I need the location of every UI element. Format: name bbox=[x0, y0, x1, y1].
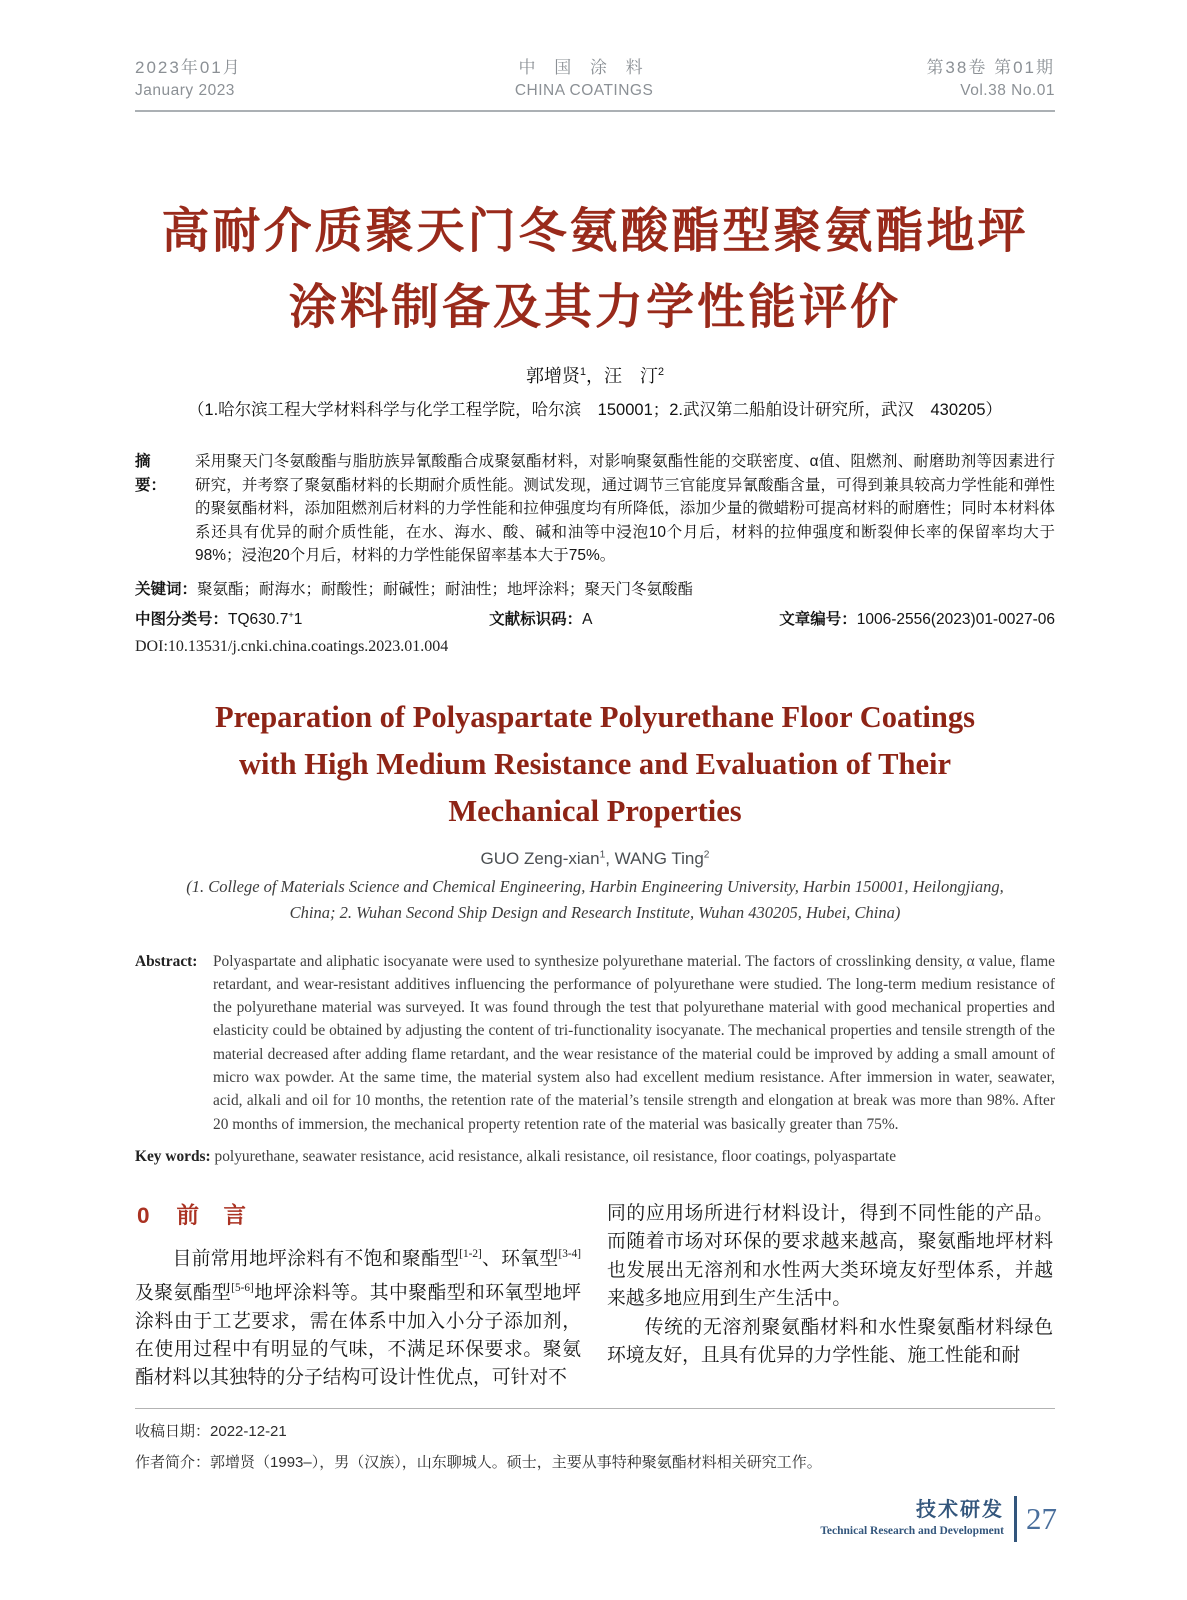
header-issue-cn: 第38卷 第01期 bbox=[926, 58, 1055, 77]
author-cn-1-affil-sup: 1 bbox=[579, 366, 586, 378]
header-date-block bbox=[135, 56, 242, 102]
body-column-left bbox=[135, 1200, 581, 1388]
footer-column-name bbox=[820, 1500, 1004, 1538]
authors-en bbox=[135, 849, 1055, 869]
received-date-line bbox=[135, 1420, 1055, 1441]
article-title-cn-line2: 涂料制备及其力学性能评价 bbox=[288, 281, 901, 334]
article-title-en-line3: Mechanical Properties bbox=[448, 793, 742, 828]
article-title-en-line1: Preparation of Polyaspartate Polyurethane Floor Coatings bbox=[215, 699, 975, 734]
section-number: 0 bbox=[137, 1202, 151, 1228]
abstract-en-text: Polyaspartate and aliphatic isocyanate were used to synthesize polyurethane material. The factors of crosslinking density, α value, flame retardant, and wear-resistant additives influencing the performance of polyurethane were studied. The long-term medium resistance of the polyurethane material was surveyed. It was found through the test that polyurethane material with good mechanical properties and elasticity could be obtained by adjusting the content of tri-functionality isocyanate. The mechanical properties and tensile strength of the material decreased after adding flame retardant, and the wear resistance of the material could be improved by adding a small amount of micro wax powder. At the same time, the material system also had excellent medium resistance. After immersion in water, seawater, acid, alkali and oil for 10 months, the retention rate of the material’s tensile strength and elongation at break was more than 98%. After 20 months of immersion, the mechanical property retention rate of the material was basically greater than 75%. bbox=[213, 952, 1055, 1133]
received-date-value: 2022-12-21 bbox=[210, 1423, 287, 1440]
classification-row bbox=[135, 607, 1055, 629]
section-heading-intro bbox=[137, 1202, 581, 1230]
keywords-en-text: polyurethane, seawater resistance, acid resistance, alkali resistance, oil resistance, floor coatings, polyaspartate bbox=[214, 1147, 897, 1165]
footnote bbox=[135, 1408, 1055, 1482]
body-column-right bbox=[607, 1200, 1053, 1388]
keywords-cn-text: 聚氨酯；耐海水；耐酸性；耐碱性；耐油性；地坪涂料；聚天门冬氨酸酯 bbox=[197, 580, 694, 598]
page-footer bbox=[820, 1496, 1057, 1542]
affiliation-en-line1: (1. College of Materials Science and Chemical Engineering, Harbin Engineering University, Harbin 150001, Heilongjiang, bbox=[186, 876, 1004, 896]
author-en-2: , WANG Ting bbox=[605, 848, 704, 868]
author-en-2-affil-sup: 2 bbox=[703, 848, 710, 860]
intro-paragraph-2: 传统的无溶剂聚氨酯材料和水性聚氨酯材料绿色环境友好，且具有优异的力学性能、施工性能和耐 bbox=[607, 1316, 1053, 1366]
doc-code-label: 文献标识码： bbox=[489, 610, 583, 628]
header-issue-block bbox=[926, 56, 1055, 102]
header-issue-en: Vol.38 No.01 bbox=[960, 82, 1055, 99]
article-id-label: 文章编号： bbox=[779, 610, 857, 628]
footer-column-cn: 技术研发 bbox=[916, 1499, 1004, 1522]
author-cn-1: 郭增贤 bbox=[525, 366, 580, 386]
header-date-cn: 2023年01月 bbox=[135, 58, 242, 77]
author-bio-line bbox=[135, 1451, 1055, 1472]
abstract-cn-text: 采用聚天门冬氨酸酯与脂肪族异氰酸酯合成聚氨酯材料，对影响聚氨酯性能的交联密度、α值、阻燃剂、耐磨助剂等因素进行研究，并考察了聚氨酯材料的长期耐介质性能。测试发现，通过调节三官能度异氰酸酯含量，可得到兼具较高力学性能和弹性的聚氨酯材料，添加阻燃剂后材料的力学性能和拉伸强度均有所降低，添加少量的微蜡粉可提高材料的耐磨性；同时本材料体系还具有优异的耐介质性能，在水、海水、酸、碱和油等中浸泡10个月后，材料的拉伸强度和断裂伸长率的保留率均大于98%；浸泡20个月后，材料的力学性能保留率基本大于75%。 bbox=[195, 453, 1055, 564]
author-bio-value: 郭增贤（1993–），男（汉族），山东聊城人。硕士，主要从事特种聚氨酯材料相关研究工作。 bbox=[210, 1454, 822, 1471]
clc-item bbox=[135, 607, 302, 629]
abstract-en-label: Abstract: bbox=[135, 952, 198, 970]
article-title-en-line2: with High Medium Resistance and Evaluation of Their bbox=[238, 746, 951, 781]
received-date-label: 收稿日期： bbox=[135, 1423, 211, 1440]
author-cn-2-affil-sup: 2 bbox=[658, 366, 665, 378]
keywords-en bbox=[135, 1148, 1055, 1166]
header-journal-cn: 中 国 涂 料 bbox=[518, 58, 650, 77]
abstract-en bbox=[135, 950, 1055, 1136]
authors-cn bbox=[135, 362, 1055, 388]
footer-column-en: Technical Research and Development bbox=[820, 1525, 1004, 1538]
affiliation-en-line2: China; 2. Wuhan Second Ship Design and Research Institute, Wuhan 430205, Hubei, China) bbox=[289, 902, 901, 922]
author-bio-label: 作者简介： bbox=[135, 1454, 211, 1471]
journal-header bbox=[135, 0, 1055, 112]
author-en-1-affil-sup: 1 bbox=[599, 848, 606, 860]
section-title: 前 言 bbox=[176, 1202, 248, 1228]
abstract-cn-label: 摘 要： bbox=[135, 453, 167, 494]
keywords-en-label: Key words: bbox=[135, 1147, 211, 1165]
page-number: 27 bbox=[1026, 1501, 1057, 1536]
article-title-en bbox=[135, 694, 1055, 835]
article-title-cn-line1: 高耐介质聚天门冬氨酸酯型聚氨酯地坪 bbox=[161, 205, 1029, 258]
affiliation-en bbox=[135, 874, 1055, 926]
author-en-1: GUO Zeng-xian bbox=[480, 848, 600, 868]
author-cn-2: ，汪 汀 bbox=[586, 366, 658, 386]
abstract-cn bbox=[135, 450, 1055, 568]
clc-value: TQ630.7 bbox=[228, 610, 289, 628]
header-date-en: January 2023 bbox=[135, 82, 235, 99]
article-title-cn bbox=[135, 194, 1055, 346]
header-journal-en: CHINA COATINGS bbox=[514, 82, 654, 99]
intro-paragraph-1: 目前常用地坪涂料有不饱和聚酯型[1-2]、环氧型[3-4]及聚氨酯型[5-6]地坪涂料等。其中聚酯型和环氧型地坪涂料由于工艺要求，需在体系中加入小分子添加剂，在使用过程中有明显的气味，不满足环保要求。聚氨酯材料以其独特的分子结构可设计性优点，可针对不 bbox=[135, 1248, 582, 1388]
affiliation-cn: （1.哈尔滨工程大学材料科学与化学工程学院，哈尔滨 150001；2.武汉第二船舶设计研究所，武汉 430205） bbox=[187, 401, 1003, 419]
article-id-value: 1006-2556(2023)01-0027-06 bbox=[856, 610, 1055, 628]
doc-code-value: A bbox=[582, 610, 593, 628]
clc-tail: 1 bbox=[293, 610, 303, 628]
footer-divider-bar bbox=[1014, 1496, 1017, 1542]
article-id-item bbox=[779, 607, 1055, 629]
doc-code-item bbox=[489, 607, 592, 629]
footnote-divider bbox=[135, 1408, 1055, 1409]
keywords-cn bbox=[135, 577, 1055, 599]
header-journal-block bbox=[515, 56, 653, 102]
body-columns bbox=[135, 1200, 1055, 1388]
intro-paragraph-1-continuation: 同的应用场所进行材料设计，得到不同性能的产品。而随着市场对环保的要求越来越高，聚氨酯地坪材料也发展出无溶剂和水性两大类环境友好型体系，并越来越多地应用到生产生活中。 bbox=[607, 1202, 1053, 1310]
clc-superscript: + bbox=[288, 609, 294, 620]
keywords-cn-label: 关键词： bbox=[135, 580, 198, 598]
doi: DOI:10.13531/j.cnki.china.coatings.2023.01.004 bbox=[135, 637, 449, 655]
clc-label: 中图分类号： bbox=[135, 610, 229, 628]
